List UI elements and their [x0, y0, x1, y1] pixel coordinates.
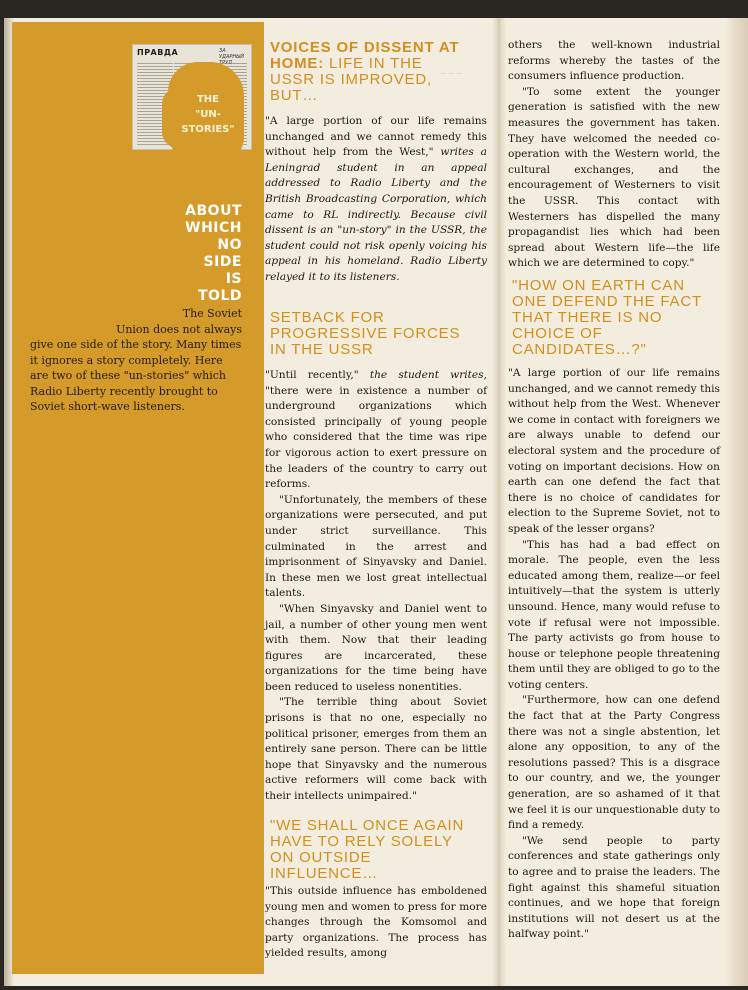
newspaper-tagline: ЗА УДАРНЫЙ [219, 48, 244, 60]
heading-voices-of-dissent: VOICES OF DISSENT AT HOME: LIFE IN THE USSR IS IMPROVED, BUT… [270, 39, 460, 104]
sidebar-panel [12, 22, 264, 974]
ink-bleed-mark: — — — [440, 70, 462, 77]
article-body-2: "This outside influence has emboldened young men and women to press for more changes through the Komsomol and party organizations. The process has yielded results, among [265, 885, 487, 960]
newspaper-masthead: ПРАВДА [137, 48, 179, 57]
page-edge-right [726, 18, 748, 986]
sidebar-intro: The Soviet Union does not always give one side of the story. Many times it ignores a story completely. Here are two of these "un-stories" which Radio Liberty recently brought to Soviet short-wave listeners. [30, 307, 242, 413]
article-body-3: others the well-known industrial reforms whereby the tastes of the consumers influence production. "To some extent the younger generation is satisfied with the new measures the government has taken. They have welcomed the needed co-operation with the Western world, the cultural exchanges, and the encouragement of Westerners to visit the USSR. This contact with Westerners has dispelled the many propagandist lies which had been spread about Western life—the life which we are determined to copy." [508, 39, 720, 270]
heading-outside-influence: "WE SHALL ONCE AGAIN HAVE TO RELY SOLELY ON OUTSIDE INFLUENCE… [270, 817, 465, 882]
article-body-1: "Until recently," the student writes, "there were in existence a number of underground organizations which consisted principally of young people who considered that the time was ripe for vigorous action to exert pressure on the leaders of the country to carry out reforms. "Unfortunately, the members of these organizations were persecuted, and put under strict surveillance. This culminated in the arrest and imprisonment of Sinyavsky and Daniel. In these men we lost great intellectual talents. "When Sinyavsky and Daniel went to jail, a number of other young men went with them. Now that their leading figures are incarcerated, these organizations for the time being have been reduced to useless nonentities. "The terrible thing about Soviet prisons is that no one, especially no political prisoner, emerges from them an entirely sane person. There can be little hope that Sinyavsky and the numerous active reformers will come back with their intellects unimpaired." [265, 369, 487, 803]
page-gutter [492, 18, 506, 986]
heading-no-choice: "HOW ON EARTH CAN ONE DEFEND THE FACT THAT THERE IS NO CHOICE OF CANDIDATES…?" [512, 277, 702, 358]
article-intro: "A large portion of our life remains unchanged and we cannot remedy this without help from the West," writes a Leningrad student in an appeal addressed to Radio Liberty and the British Broadcasting Corporation, which came to RL indirectly. Because civil dissent is an "un-story" in the USSR, the student could not risk openly voicing his appeal in his homeland. Radio Liberty relayed it to its listeners. [265, 115, 487, 283]
heading-setback: SETBACK FOR PROGRESSIVE FORCES IN THE USSR [270, 309, 461, 358]
article-body-4: "A large portion of our life remains unchanged, and we cannot remedy this without help from the West. Whenever we come in contact with foreigners we are always unable to defend our electoral system and the procedure of voting on important decisions. How on earth can one defend the fact that there is no choice of candidates for election to the Supreme Soviet, not to speak of the lesser organs? "This has had a bad effect on morale. The people, even the less educated among them, realize—or feel intuitively—that the system is utterly unsound. Hence, many would refuse to vote if refusal were not impossible. The party activists go from house to house or telephone people threatening them until they are obliged to go to the voting centers. "Furthermore, how can one defend the fact that at the Party Congress there was not a single abstention, let alone any opposition, to any of the resolutions passed? This is a disgrace to our country, and we, the younger generation, are so ashamed of it that we feel it is our unquestionable duty to find a remedy. "We send people to party conferences and state gatherings only to agree and to praise the leaders. The fight against this shameful situation continues, and we hope that foreign institutions will not desert us at the halfway point." [508, 367, 720, 941]
sidebar-title: ABOUT WHICH NO SIDE IS TOLD [185, 203, 242, 304]
photo-caption: THE "UN- STORIES" [181, 94, 235, 135]
